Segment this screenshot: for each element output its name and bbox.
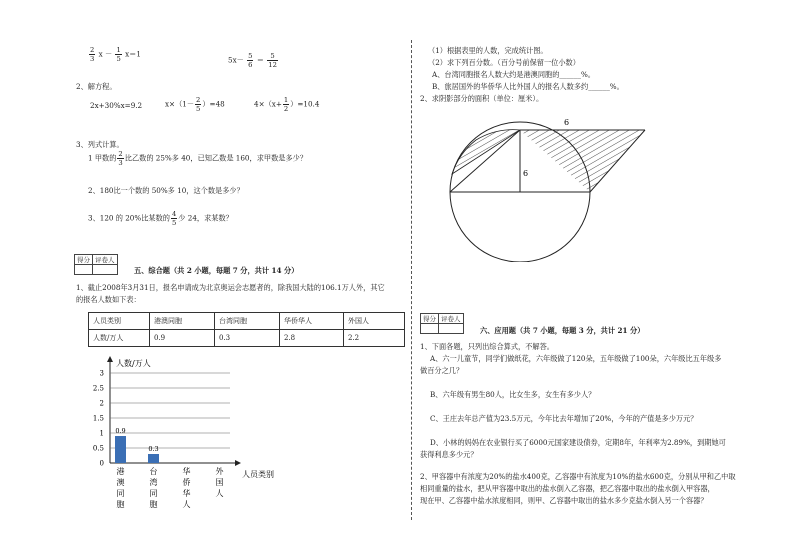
label-height-6: 6	[523, 169, 529, 178]
score-label: 得分	[421, 314, 439, 324]
equation-2-1: 2x+30%x=9.2	[90, 101, 143, 110]
question-3-1	[88, 150, 307, 167]
equation-1a	[88, 46, 141, 63]
score-label: 得分	[75, 255, 93, 265]
fraction	[117, 150, 123, 167]
x-axis-title: 人员类别	[242, 470, 274, 479]
y-tick-label: 1	[99, 429, 104, 438]
equation-1b	[228, 52, 279, 69]
x-category-label: 胞	[149, 500, 158, 509]
x-category-label: 侨	[182, 478, 191, 487]
fraction	[283, 96, 289, 113]
equation-2-2	[165, 96, 225, 113]
table-cell: 2.2	[344, 330, 405, 347]
table-cell: 2.8	[280, 330, 344, 347]
y-tick-label: 2.5	[92, 384, 104, 393]
question-3-label: 3、列式计算。	[76, 140, 124, 149]
section-6-C: C、王庄去年总产值为23.5万元，今年比去年增加了20%，今年的产值是多少万元？	[430, 414, 698, 423]
bar-data-label: 0.3	[148, 445, 159, 453]
equation-text: ）=10.4	[290, 99, 320, 109]
table-row	[89, 330, 405, 347]
x-category-label: 华	[182, 467, 191, 476]
volunteer-table	[88, 312, 405, 347]
right-q1-B: B、旅居国外的华侨华人比外国人的报名人数多约______%。	[432, 82, 624, 91]
section-5-q1-line2: 的报名人数如下表：	[76, 295, 141, 304]
denominator: 5	[196, 105, 201, 113]
y-tick-label: 1.5	[92, 414, 104, 423]
column-divider	[411, 40, 412, 520]
question-text: 比乙数的 25%多 40，已知乙数是 160，求甲数是多少？	[124, 153, 308, 163]
section-6-title: 六、应用题（共 7 小题，每题 3 分，共计 21 分）	[480, 326, 645, 335]
question-text: 少 24，求某数？	[178, 213, 233, 223]
score-cell	[75, 265, 93, 275]
denominator: 2	[283, 105, 289, 113]
x-category-label: 外	[215, 467, 224, 476]
numerator: 1	[283, 96, 289, 104]
table-cell: 0.3	[215, 330, 280, 347]
section-6-B: B、六年级有男生80人，比女生多，女生有多少人？	[430, 390, 596, 399]
equation-text: 5x－	[228, 55, 244, 65]
right-q1-1: （1）根据表里的人数，完成统计图。	[428, 46, 548, 55]
geometry-figure	[440, 112, 660, 262]
y-tick-label: 2	[99, 399, 104, 408]
y-tick-label: 3	[99, 369, 104, 378]
x-category-label: 人	[182, 500, 191, 509]
denominator: 3	[118, 159, 123, 167]
equation-text: ＝	[256, 55, 264, 65]
bar	[115, 436, 126, 463]
y-tick-label: 0.5	[92, 444, 104, 453]
x-category-label: 胞	[116, 500, 125, 509]
x-axis-arrow	[235, 460, 241, 466]
grader-box-5	[74, 254, 118, 275]
numerator: 2	[90, 46, 95, 54]
question-2-label: 2、解方程。	[76, 82, 117, 91]
section-6-q2-line2: 相同重量的盐水，把从甲容器中取出的盐水倒入乙容器，把乙容器中取出的盐水倒入甲容器，	[420, 484, 715, 493]
right-q1-A: A、台湾同胞报名人数大约是港澳同胞的______%。	[432, 70, 595, 79]
reviewer-cell	[439, 324, 464, 334]
equation-text: x －	[98, 49, 113, 59]
question-3-2: 2、180比一个数的 50%多 10，这个数是多少？	[88, 186, 244, 195]
table-header: 华侨华人	[280, 313, 344, 330]
table-header: 台湾同胞	[215, 313, 280, 330]
numerator: 5	[267, 52, 278, 61]
equation-text: ）=48	[202, 99, 225, 109]
numerator: 2	[196, 96, 201, 104]
section-6-A-line1: A、六一儿童节，同学们做纸花，六年级做了120朵，五年级做了100朵，六年级比五年级多	[430, 354, 722, 363]
section-6-D-line1: D、小林的妈妈在农业银行买了6000元国家建设债券，定期8年，年利率为2.89%，到期她可	[430, 438, 726, 447]
equation-text: x＝1	[125, 49, 141, 59]
denominator: 12	[268, 61, 277, 69]
table-header: 人员类别	[89, 313, 150, 330]
table-cell: 0.9	[150, 330, 215, 347]
denominator: 6	[248, 61, 253, 69]
denominator: 5	[116, 55, 121, 63]
x-category-label: 港	[116, 467, 125, 476]
denominator: 3	[90, 55, 95, 63]
question-text: 3、120 的 20%比某数的	[88, 213, 170, 223]
reviewer-label: 评卷人	[439, 314, 464, 324]
y-tick-label: 0	[99, 459, 104, 468]
section-5-q1-line1: 1、截止2008年3月31日，报名申请成为北京奥运会志愿者的，除我国大陆的106.1万人外，其它	[76, 283, 385, 292]
table-cell: 人数/万人	[89, 330, 150, 347]
equation-2-3	[254, 96, 319, 113]
x-category-label: 台	[149, 467, 158, 476]
numerator: 2	[118, 150, 123, 158]
fraction	[195, 96, 201, 113]
bar-chart	[80, 350, 300, 520]
table-header-row	[89, 313, 405, 330]
x-category-label: 人	[215, 489, 224, 498]
right-q2: 2、求阴影部分的面积（单位：厘米）。	[420, 94, 544, 103]
table-header: 外国人	[344, 313, 405, 330]
fraction	[247, 52, 253, 69]
question-3-3	[88, 210, 233, 227]
bar-data-label: 0.9	[115, 427, 126, 435]
fraction	[171, 210, 177, 227]
x-category-label: 湾	[149, 478, 158, 487]
numerator: 4	[171, 210, 177, 218]
question-text: 1 甲数的	[88, 153, 117, 163]
grader-box-6	[420, 313, 464, 334]
reviewer-label: 评卷人	[93, 255, 118, 265]
bar	[148, 454, 159, 463]
section-6-q2-line3: 现在甲、乙容器中盐水浓度相同，则甲、乙容器中取出的盐水多少克盐水倒入另一个容器？	[420, 496, 708, 505]
x-category-label: 澳	[116, 478, 125, 487]
section-5-title: 五、综合题（共 2 小题，每题 7 分，共计 14 分）	[134, 266, 299, 275]
y-axis-arrow	[107, 356, 113, 362]
section-6-A-line2: 做百分之几？	[420, 366, 464, 375]
equation-text: x×（1－	[165, 99, 195, 109]
fraction	[89, 46, 95, 63]
x-category-label: 华	[182, 489, 191, 498]
fraction	[267, 52, 278, 69]
right-q1-2: （2）求下列百分数。（百分号前保留一位小数）	[428, 58, 580, 67]
y-axis-title: 人数/万人	[116, 359, 151, 368]
table-header: 港澳同胞	[150, 313, 215, 330]
numerator: 1	[116, 46, 121, 54]
numerator: 5	[248, 52, 253, 60]
x-category-label: 同	[149, 489, 158, 498]
section-6-q2-line1: 2、甲容器中有浓度为20%的盐水400克，乙容器中有浓度为10%的盐水600克，分别从甲和乙中取	[420, 472, 736, 481]
score-cell	[421, 324, 439, 334]
x-category-label: 同	[116, 489, 125, 498]
fraction	[115, 46, 121, 63]
reviewer-cell	[93, 265, 118, 275]
section-6-intro: 1、下面各题，只列出综合算式，不解答。	[420, 342, 554, 351]
denominator: 5	[171, 219, 177, 227]
section-6-D-line2: 获得利息多少元？	[420, 450, 478, 459]
x-category-label: 国	[215, 478, 224, 487]
equation-text: 4×（x+	[254, 99, 282, 109]
label-top-6: 6	[564, 118, 570, 127]
